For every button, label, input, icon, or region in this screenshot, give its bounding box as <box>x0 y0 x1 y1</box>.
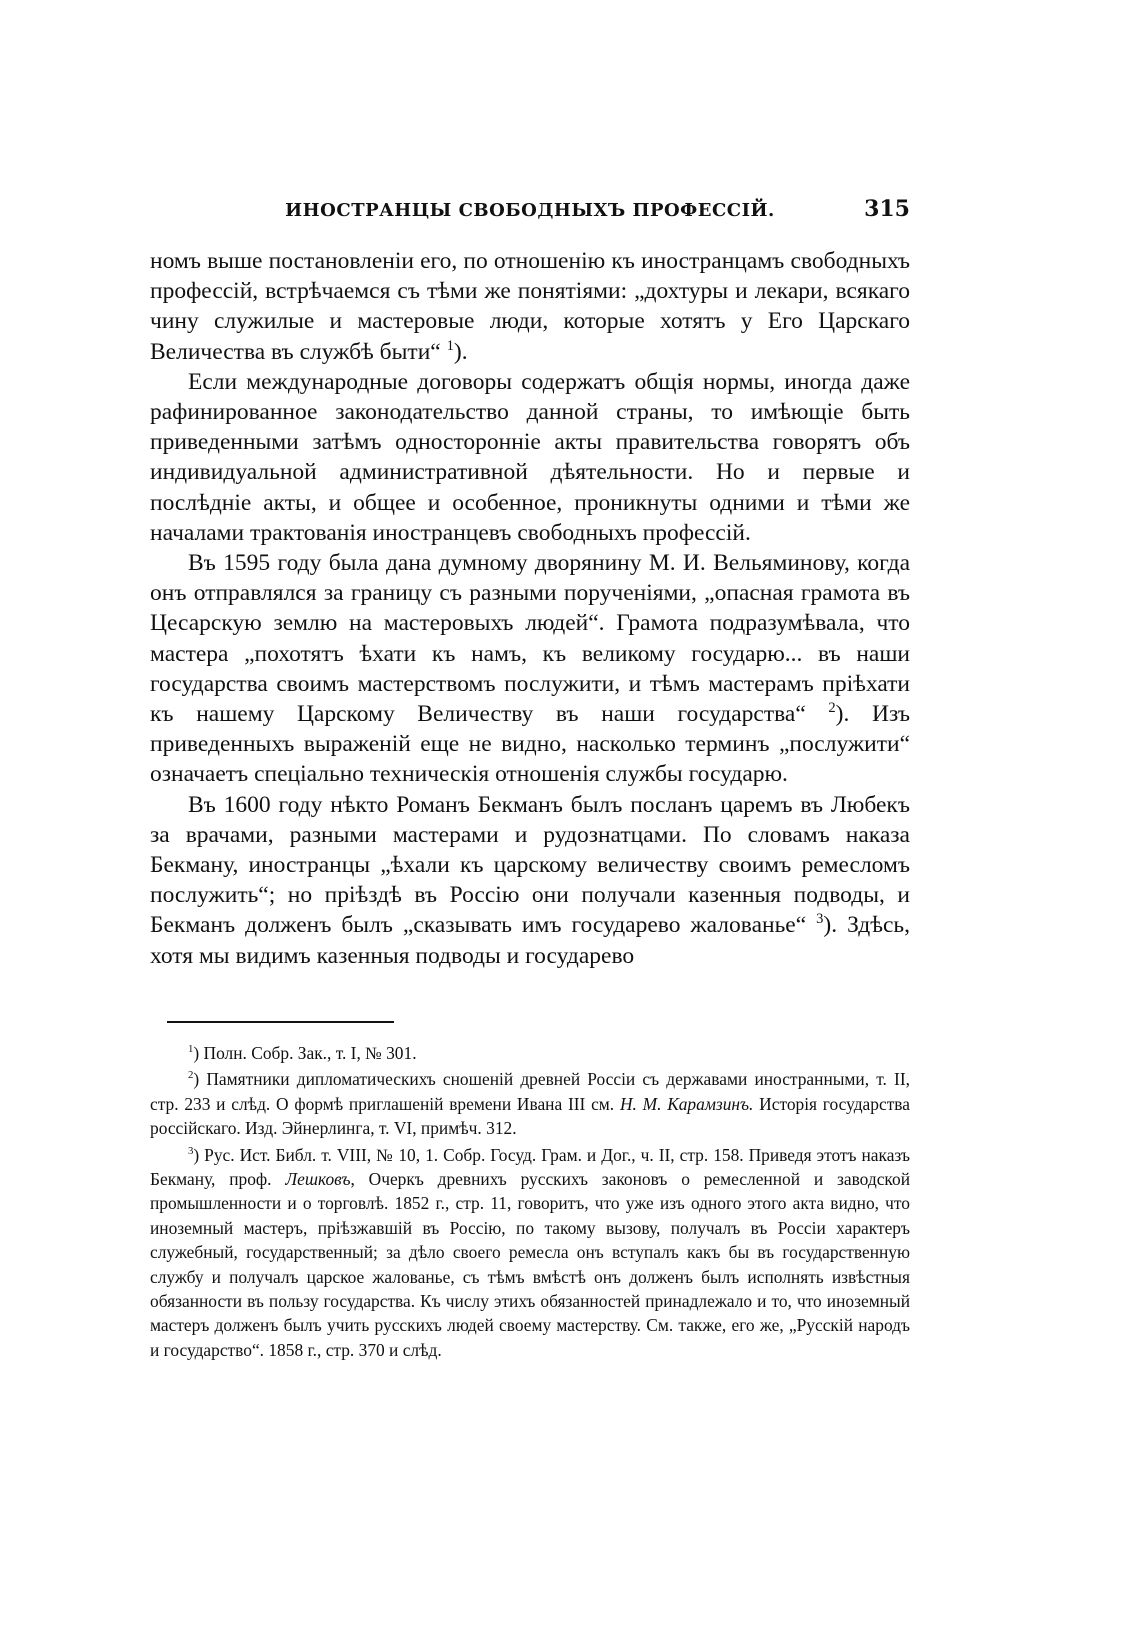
footnote-1-text: ) Полн. Собр. Зак., т. I, № 301. <box>193 1043 417 1063</box>
footnote-1 <box>150 1041 910 1065</box>
paragraph-3-end: ). Изъ приведенныхъ выраженій еще не видно, насколько терминъ „послужити“ означаетъ спеціально техническія отношенія службы государю. <box>150 701 910 788</box>
paragraph-4-text: Въ 1600 году нѣкто Романъ Бекманъ былъ посланъ царемъ въ Любекъ за врачами, разными мастерами и рудознатцами. По словамъ наказа Бекману, иностранцы „ѣхали къ царскому величеству своимъ ремесломъ послужить“; но пріѣздѣ въ Россію они получали казенныя подводы, и Бекманъ долженъ былъ „сказывать имъ государево жалованье“ <box>150 791 910 939</box>
footnote-3 <box>150 1143 910 1363</box>
running-head: ИНОСТРАНЦЫ СВОБОДНЫХЪ ПРОФЕССІЙ. <box>285 200 775 221</box>
footnote-3-mark: 3 <box>188 1144 194 1157</box>
main-text <box>150 246 910 971</box>
paragraph-4-end: ). Здѣсь, хотя мы видимъ казенныя подводы и государево <box>150 912 911 969</box>
footnote-2 <box>150 1067 910 1140</box>
paragraph-1-text: номъ выше постановленіи его, по отношенію къ иностранцамъ свободныхъ профессій, встрѣчаемся съ тѣми же понятіями: „дохтуры и лекари, всякаго чину служилые и мастеровые люди, которые хотятъ у Его Царскаго Величества въ службѣ быти“ <box>150 248 910 365</box>
paragraph-4 <box>150 790 910 971</box>
paragraph-3 <box>150 548 910 790</box>
footnote-2-text-end: Исторія государства россійскаго. Изд. Эйнерлинга, т. VI, примѣч. 312. <box>150 1093 910 1139</box>
footnote-ref-1: 1 <box>446 337 454 354</box>
paragraph-2: Если международные договоры содержатъ общія нормы, иногда даже рафинированное законодательство данной страны, то имѣющіе быть приведенными затѣмъ односторонніе акты правительства говорятъ объ индивидуальной административной дѣятельности. Но и первые и послѣдніе акты, и общее и особенное, проникнуты одними и тѣми же началами трактованія иностранцевъ свободныхъ профессій. <box>150 368 910 546</box>
footnote-3-text: ) Рус. Ист. Библ. т. VIII, № 10, 1. Собр. Госуд. Грам. и Дог., ч. II, стр. 158. Приведя этотъ наказъ Бекману, проф. <box>150 1144 910 1190</box>
footnote-1-mark: 1 <box>188 1043 194 1056</box>
paragraph-1 <box>150 246 910 367</box>
footnotes <box>150 1041 910 1364</box>
footnote-2-mark: 2 <box>188 1069 194 1082</box>
page-header <box>150 196 910 232</box>
footnote-3-author: Лешковъ <box>285 1169 351 1190</box>
footnote-2-text: ) Памятники дипломатическихъ сношеній древней Россіи съ державами иностранными, т. II, стр. 233 и слѣд. О формѣ приглашеній времени Ивана III см. <box>150 1069 910 1114</box>
page-number: 315 <box>864 196 910 222</box>
footnote-ref-3: 3 <box>816 911 824 928</box>
paragraph-1-end: ). <box>453 338 468 365</box>
footnote-rule <box>167 1021 394 1023</box>
footnote-3-text-end: , Очеркъ древнихъ русскихъ законовъ о ремесленной и заводской промышленности и о торговлѣ. 1852 г., стр. 11, говоритъ, что уже изъ одного этого акта видно, что иноземный мастеръ, пріѣзжавшій въ Россію, по такому вызову, получалъ въ Россіи характеръ служебный, государственный; за дѣло своего ремесла онъ вступалъ какъ бы въ государственную службу и получалъ царское жалованье, съ тѣмъ вмѣстѣ онъ долженъ былъ исполнять извѣстныя обязанности въ пользу государства. Къ числу этихъ обязанностей принадлежало и то, что иноземный мастеръ долженъ былъ учить русскихъ людей своему мастерству. См. также, его же, „Русскій народъ и государство“. 1858 г., стр. 370 и слѣд. <box>150 1169 911 1360</box>
footnote-2-author: Н. М. Карамзинъ. <box>619 1093 754 1114</box>
paragraph-3-text: Въ 1595 году была дана думному дворянину М. И. Вельяминову, когда онъ отправлялся за границу съ разными порученіями, „опасная грамота въ Цесарскую землю на мастеровыхъ людей“. Грамота подразумѣвала, что мастера „похотятъ ѣхати къ намъ, къ великому государю... въ наши государства своимъ мастерствомъ послужити, и тѣмъ мастерамъ пріѣхати къ нашему Царскому Величеству въ наши государства“ <box>150 550 910 728</box>
footnote-ref-2: 2 <box>828 700 836 717</box>
